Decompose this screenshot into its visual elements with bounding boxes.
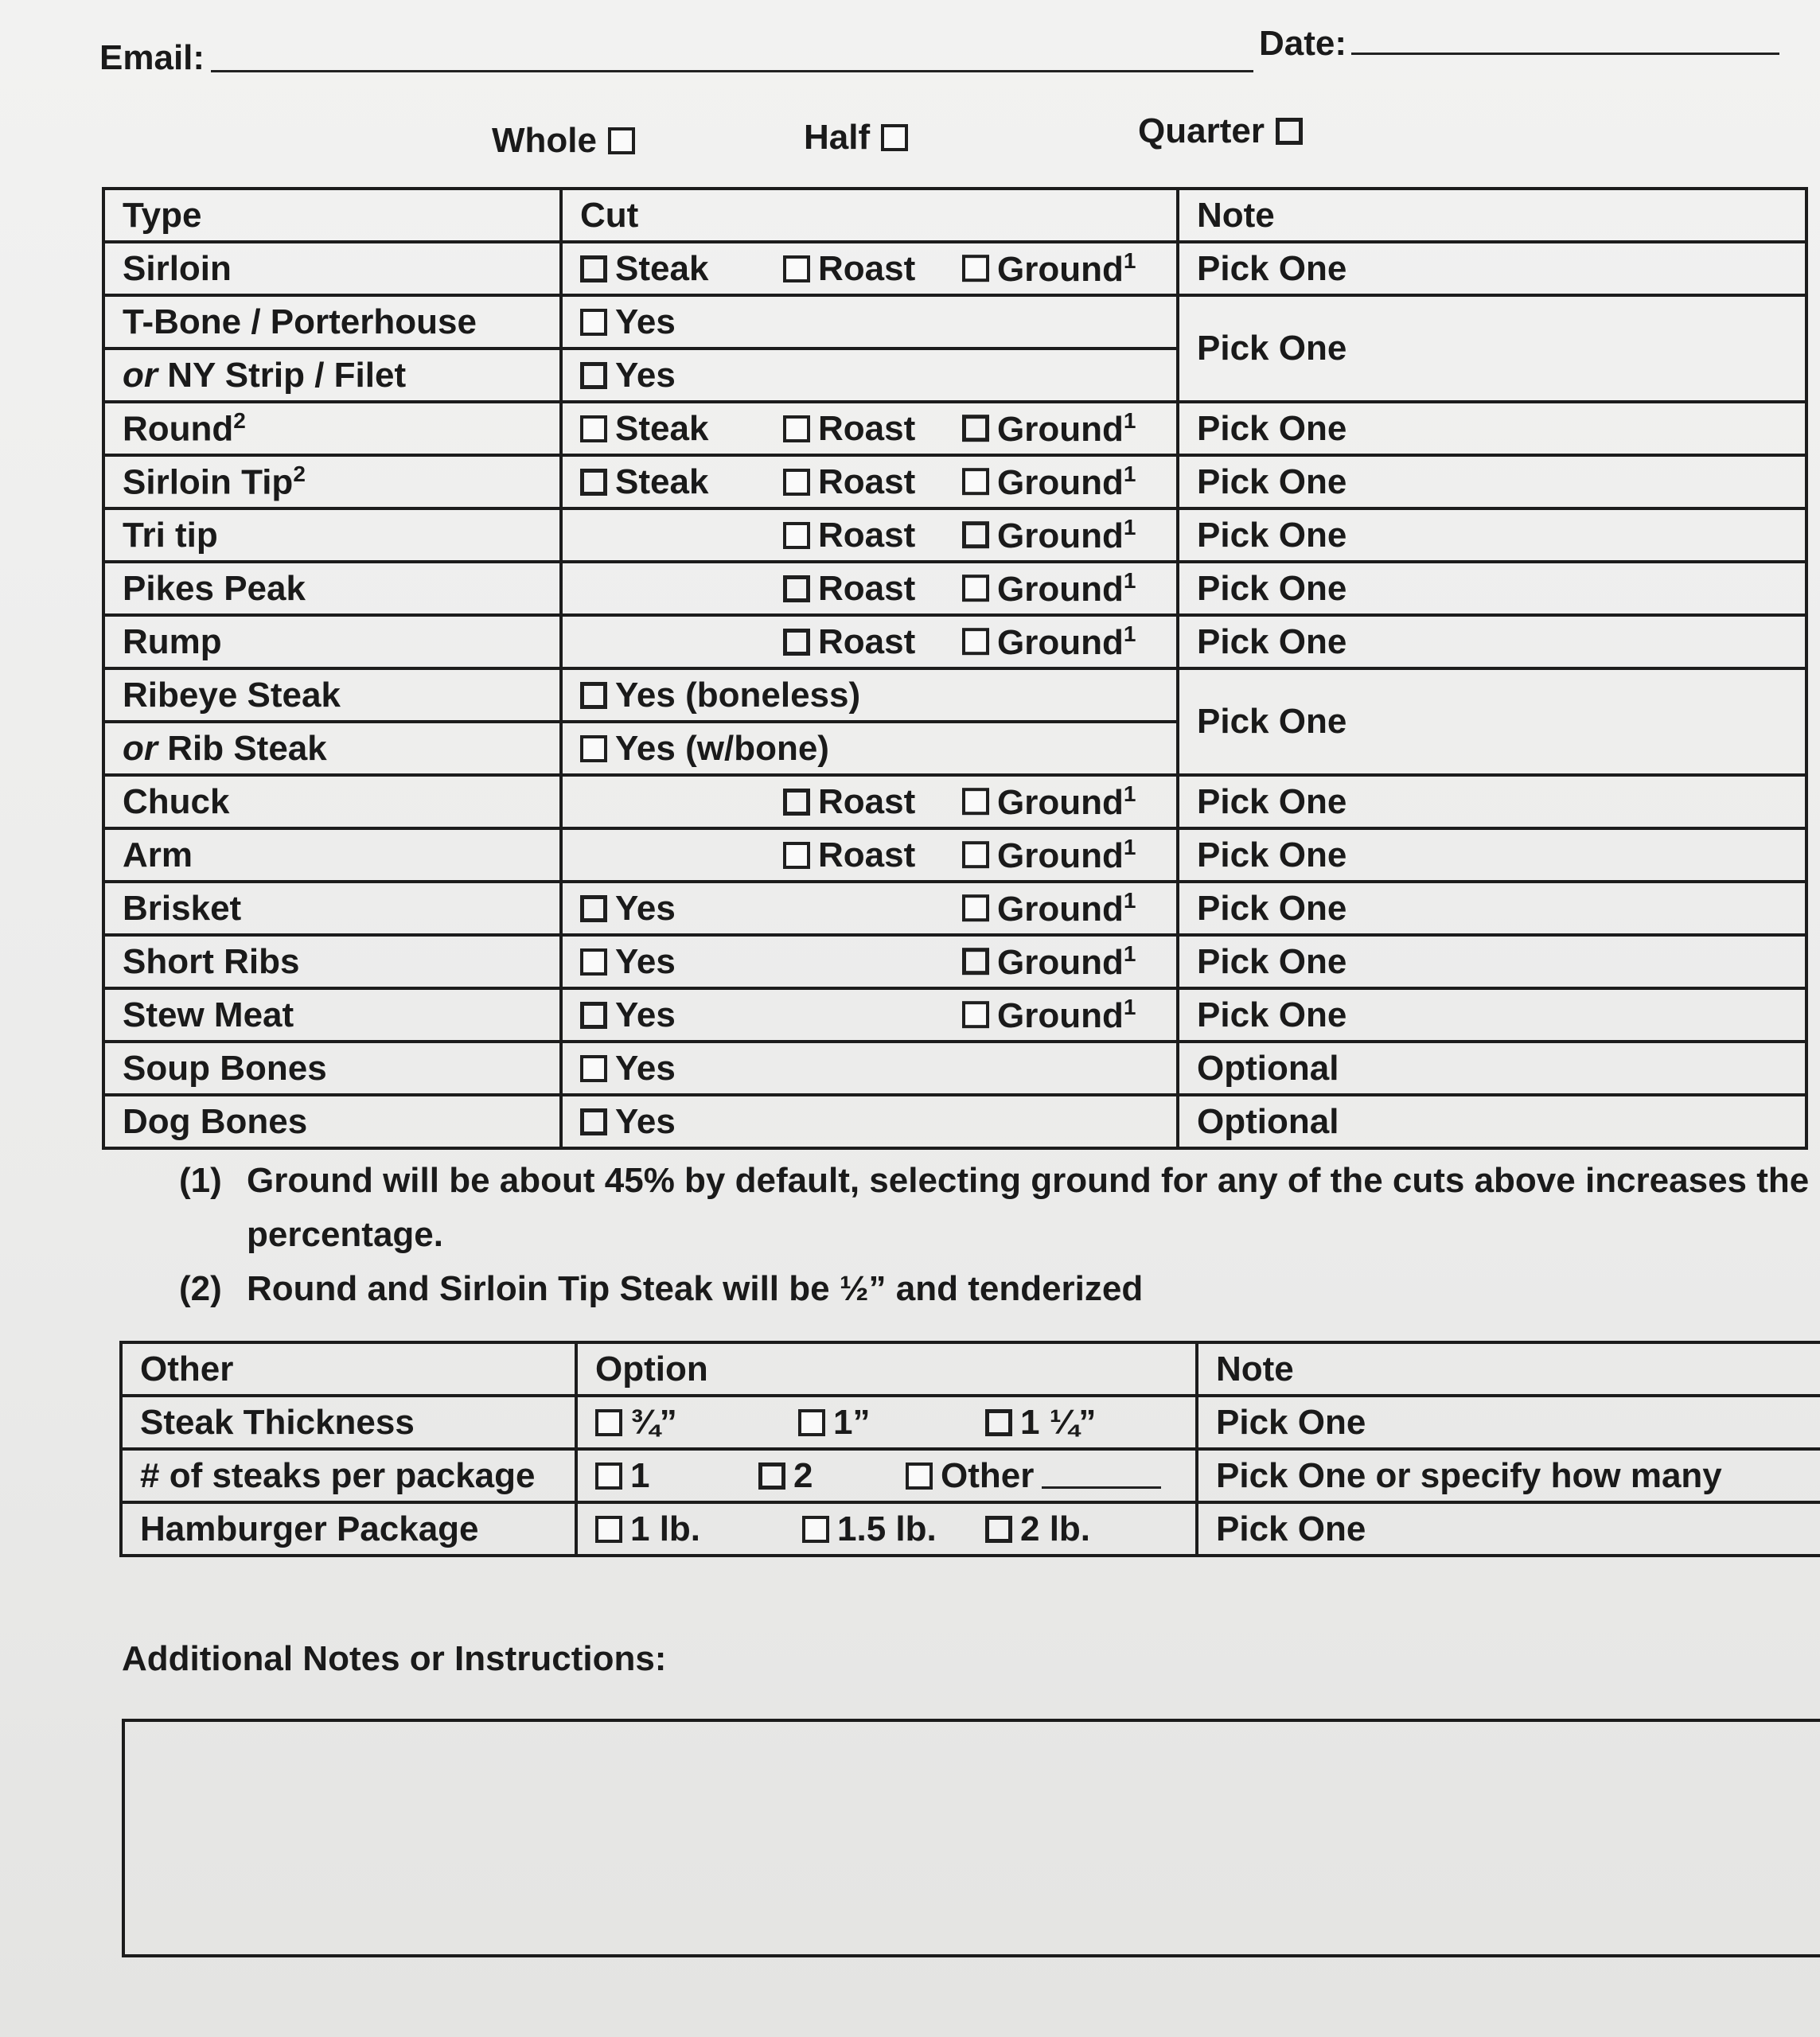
- header-type: Type: [103, 189, 561, 242]
- ground-checkbox[interactable]: [962, 255, 989, 282]
- option-checkbox[interactable]: [758, 1463, 785, 1490]
- ground-option[interactable]: [962, 408, 1136, 450]
- type-label: NY Strip / Filet: [158, 355, 407, 395]
- ground-option[interactable]: [962, 995, 1136, 1036]
- option-label: Ground: [997, 889, 1124, 929]
- hamburger-two-lb-option[interactable]: [985, 1509, 1090, 1549]
- footnote-marker: 1: [1123, 407, 1136, 433]
- note-cell: Pick One or specify how many: [1197, 1449, 1820, 1502]
- cuts-table-header: [103, 189, 1806, 242]
- option-label: Ground: [997, 249, 1124, 289]
- footnote-marker: 2: [233, 407, 246, 433]
- option-checkbox[interactable]: [802, 1516, 829, 1543]
- footnote-marker: 1: [1123, 621, 1136, 646]
- option-label: Yes: [615, 995, 676, 1034]
- yes-checkbox[interactable]: [580, 895, 607, 922]
- footnote-2: [179, 1262, 1810, 1316]
- footnote-number: (1): [179, 1161, 222, 1200]
- footnote-marker: 1: [1123, 834, 1136, 859]
- header-note: Note: [1197, 1342, 1820, 1396]
- table-row: [103, 295, 1806, 349]
- type-cell: Rump: [103, 615, 561, 668]
- email-label: Email:: [99, 38, 205, 77]
- yes-checkbox[interactable]: [580, 735, 607, 762]
- type-cell: Dog Bones: [103, 1095, 561, 1148]
- ground-checkbox[interactable]: [962, 629, 989, 656]
- yes-checkbox[interactable]: [580, 948, 607, 976]
- note-cell: Pick One: [1178, 615, 1806, 668]
- ground-checkbox[interactable]: [962, 1002, 989, 1029]
- steak-checkbox[interactable]: [580, 415, 607, 442]
- roast-checkbox[interactable]: [783, 469, 810, 496]
- roast-checkbox[interactable]: [783, 255, 810, 282]
- option-label: Ground: [997, 782, 1124, 822]
- steak-option[interactable]: [580, 462, 708, 502]
- type-label: Rib Steak: [158, 728, 327, 768]
- type-label: Round: [123, 409, 234, 449]
- option-label: Ground: [997, 622, 1124, 662]
- note-cell: Pick One: [1178, 828, 1806, 882]
- table-row: [103, 668, 1806, 722]
- type-cell: Chuck: [103, 775, 561, 828]
- ground-option[interactable]: [962, 888, 1136, 929]
- note-cell: Pick One: [1178, 402, 1806, 455]
- footnote-1: [179, 1154, 1810, 1262]
- yes-checkbox[interactable]: [580, 1108, 607, 1135]
- ground-option[interactable]: [962, 462, 1136, 503]
- option-checkbox[interactable]: [595, 1516, 622, 1543]
- half-option[interactable]: [804, 118, 908, 158]
- ground-checkbox[interactable]: [962, 895, 989, 922]
- option-label: 1.5 lb.: [837, 1509, 937, 1548]
- footnotes: [179, 1154, 1810, 1316]
- ground-checkbox[interactable]: [962, 469, 989, 496]
- option-checkbox[interactable]: [985, 1409, 1012, 1436]
- header-other: Other: [121, 1342, 576, 1396]
- type-cell: [103, 455, 561, 508]
- table-row: [103, 988, 1806, 1042]
- steak-checkbox[interactable]: [580, 255, 607, 282]
- option-label: Yes: [615, 1048, 676, 1088]
- table-row: [103, 1095, 1806, 1148]
- table-row: [103, 508, 1806, 562]
- option-label: Ground: [997, 995, 1124, 1035]
- additional-notes-label: Additional Notes or Instructions:: [122, 1639, 667, 1678]
- type-label: Sirloin Tip: [123, 462, 294, 502]
- roast-checkbox[interactable]: [783, 789, 810, 816]
- additional-notes-box[interactable]: [122, 1719, 1820, 1957]
- roast-option[interactable]: [783, 249, 915, 289]
- roast-option[interactable]: [783, 516, 915, 555]
- note-cell: Pick One: [1178, 668, 1806, 775]
- hamburger-one-lb-option[interactable]: [595, 1509, 700, 1549]
- type-cell: Sirloin: [103, 242, 561, 295]
- option-label: Steak: [615, 408, 709, 448]
- ground-option[interactable]: [962, 568, 1136, 610]
- note-cell: Pick One: [1178, 882, 1806, 935]
- type-cell: [103, 722, 561, 775]
- option-label: 1 ¼”: [1020, 1402, 1097, 1442]
- type-cell: Pikes Peak: [103, 562, 561, 615]
- quarter-checkbox[interactable]: [1276, 118, 1303, 145]
- option-label: 1”: [833, 1402, 871, 1442]
- yes-option[interactable]: [580, 302, 676, 342]
- option-label: Roast: [818, 568, 916, 608]
- table-row: [103, 882, 1806, 935]
- thickness-one-inch-option[interactable]: [798, 1403, 870, 1443]
- header-note: Note: [1178, 189, 1806, 242]
- table-row: [103, 562, 1806, 615]
- option-label: 2: [793, 1455, 813, 1495]
- roast-checkbox[interactable]: [783, 522, 810, 549]
- note-cell: Pick One: [1178, 935, 1806, 988]
- roast-option[interactable]: [783, 569, 915, 609]
- table-row: [121, 1449, 1820, 1502]
- table-row: [103, 775, 1806, 828]
- yes-with-bone-option[interactable]: [580, 729, 829, 769]
- other-table-header: [121, 1342, 1820, 1396]
- steaks-two-option[interactable]: [758, 1456, 813, 1496]
- option-label: Yes: [615, 355, 676, 395]
- ground-option[interactable]: [962, 941, 1136, 983]
- footnote-text: Round and Sirloin Tip Steak will be ½” and tenderized: [247, 1269, 1144, 1308]
- option-label: Ground: [997, 516, 1124, 555]
- option-label: Ground: [997, 569, 1124, 609]
- option-label: Yes: [615, 302, 676, 341]
- thickness-three-quarter-option[interactable]: [595, 1403, 677, 1443]
- whole-label: Whole: [492, 121, 597, 160]
- footnote-marker: 1: [1123, 941, 1136, 966]
- yes-checkbox[interactable]: [580, 1055, 607, 1082]
- footnote-marker: 1: [1123, 887, 1136, 913]
- option-checkbox[interactable]: [798, 1409, 825, 1436]
- option-label: Roast: [818, 248, 916, 288]
- share-size-options: [0, 111, 1820, 167]
- ground-option[interactable]: [962, 248, 1136, 290]
- option-label: Ground: [997, 409, 1124, 449]
- table-row: [103, 615, 1806, 668]
- option-label: Roast: [818, 462, 916, 501]
- option-checkbox[interactable]: [906, 1463, 933, 1490]
- option-label: Roast: [818, 621, 916, 661]
- roast-checkbox[interactable]: [783, 415, 810, 442]
- header-option: Option: [576, 1342, 1197, 1396]
- option-label: ¾”: [630, 1402, 677, 1442]
- option-label: Steak: [615, 248, 709, 288]
- footnote-marker: 2: [293, 461, 306, 486]
- roast-checkbox[interactable]: [783, 575, 810, 602]
- note-cell: Pick One: [1178, 455, 1806, 508]
- yes-option[interactable]: [580, 889, 676, 929]
- note-cell: Pick One: [1178, 775, 1806, 828]
- half-label: Half: [804, 118, 871, 157]
- option-checkbox[interactable]: [595, 1463, 622, 1490]
- other-label: Steak Thickness: [121, 1396, 576, 1449]
- table-row: [103, 828, 1806, 882]
- table-row: [103, 242, 1806, 295]
- option-label: Yes (boneless): [615, 675, 861, 715]
- footnote-text: Ground will be about 45% by default, selecting ground for any of the cuts above increases the percentage.: [247, 1161, 1810, 1254]
- table-row: [103, 1042, 1806, 1095]
- ground-checkbox[interactable]: [962, 575, 989, 602]
- option-label: Other: [941, 1455, 1035, 1495]
- option-label: Yes: [615, 888, 676, 928]
- roast-option[interactable]: [783, 782, 915, 822]
- date-label: Date:: [1259, 24, 1347, 63]
- ground-option[interactable]: [962, 781, 1136, 823]
- option-label: Steak: [615, 462, 709, 501]
- roast-checkbox[interactable]: [783, 842, 810, 869]
- option-checkbox[interactable]: [595, 1409, 622, 1436]
- option-label: Roast: [818, 781, 916, 821]
- header-cut: Cut: [561, 189, 1178, 242]
- option-label: Ground: [997, 942, 1124, 982]
- ground-checkbox[interactable]: [962, 522, 989, 549]
- yes-boneless-option[interactable]: [580, 676, 860, 715]
- option-label: Roast: [818, 835, 916, 874]
- note-cell: Pick One: [1197, 1396, 1820, 1449]
- note-cell: Pick One: [1178, 508, 1806, 562]
- steak-option[interactable]: [580, 409, 708, 449]
- roast-option[interactable]: [783, 622, 915, 662]
- other-count-field[interactable]: [1042, 1463, 1161, 1489]
- type-cell: Soup Bones: [103, 1042, 561, 1095]
- type-cell: T-Bone / Porterhouse: [103, 295, 561, 349]
- type-cell: [103, 349, 561, 402]
- footnote-marker: 1: [1123, 994, 1136, 1019]
- roast-checkbox[interactable]: [783, 629, 810, 656]
- or-label: or: [123, 728, 158, 768]
- yes-option[interactable]: [580, 1102, 676, 1142]
- table-row: [103, 935, 1806, 988]
- yes-option[interactable]: [580, 356, 676, 395]
- table-row: [121, 1396, 1820, 1449]
- note-cell: Pick One: [1178, 988, 1806, 1042]
- footnote-marker: 1: [1123, 781, 1136, 806]
- table-row: [103, 402, 1806, 455]
- type-cell: Brisket: [103, 882, 561, 935]
- type-cell: Tri tip: [103, 508, 561, 562]
- hamburger-one-half-lb-option[interactable]: [802, 1509, 937, 1549]
- whole-checkbox[interactable]: [608, 127, 635, 154]
- note-cell: Pick One: [1178, 242, 1806, 295]
- roast-option[interactable]: [783, 462, 915, 502]
- ground-option[interactable]: [962, 835, 1136, 876]
- type-cell: Stew Meat: [103, 988, 561, 1042]
- steaks-one-option[interactable]: [595, 1456, 649, 1496]
- option-label: Ground: [997, 462, 1124, 502]
- note-cell: Pick One: [1178, 295, 1806, 402]
- option-label: Roast: [818, 515, 916, 555]
- note-cell: Pick One: [1197, 1502, 1820, 1556]
- email-field[interactable]: [211, 70, 1253, 72]
- yes-checkbox[interactable]: [580, 309, 607, 336]
- type-cell: Ribeye Steak: [103, 668, 561, 722]
- footnote-number: (2): [179, 1269, 222, 1308]
- option-label: 1: [630, 1455, 650, 1495]
- or-label: or: [123, 355, 158, 395]
- ground-option[interactable]: [962, 621, 1136, 663]
- note-cell: Optional: [1178, 1095, 1806, 1148]
- type-cell: Arm: [103, 828, 561, 882]
- quarter-option[interactable]: [1138, 111, 1303, 151]
- option-label: Yes: [615, 941, 676, 981]
- ground-checkbox[interactable]: [962, 842, 989, 869]
- yes-checkbox[interactable]: [580, 682, 607, 709]
- table-row: [103, 455, 1806, 508]
- yes-checkbox[interactable]: [580, 362, 607, 389]
- footnote-marker: 1: [1123, 461, 1136, 486]
- other-options-table: [119, 1341, 1820, 1557]
- yes-option[interactable]: [580, 1049, 676, 1089]
- type-cell: [103, 402, 561, 455]
- ground-option[interactable]: [962, 515, 1136, 556]
- table-row: [121, 1502, 1820, 1556]
- option-label: 2 lb.: [1020, 1509, 1091, 1548]
- cuts-table: [102, 187, 1808, 1150]
- footnote-marker: 1: [1123, 567, 1136, 593]
- option-checkbox[interactable]: [985, 1516, 1012, 1543]
- note-cell: Pick One: [1178, 562, 1806, 615]
- steak-checkbox[interactable]: [580, 469, 607, 496]
- date-field[interactable]: [1351, 53, 1779, 55]
- ground-checkbox[interactable]: [962, 948, 989, 976]
- other-label: Hamburger Package: [121, 1502, 576, 1556]
- quarter-label: Quarter: [1138, 111, 1265, 150]
- ground-checkbox[interactable]: [962, 789, 989, 816]
- option-label: 1 lb.: [630, 1509, 701, 1548]
- whole-option[interactable]: [492, 121, 635, 161]
- ground-checkbox[interactable]: [962, 415, 989, 442]
- half-checkbox[interactable]: [881, 124, 908, 151]
- roast-option[interactable]: [783, 835, 915, 875]
- yes-checkbox[interactable]: [580, 1002, 607, 1029]
- steak-option[interactable]: [580, 249, 708, 289]
- other-label: # of steaks per package: [121, 1449, 576, 1502]
- type-cell: Short Ribs: [103, 935, 561, 988]
- note-cell: Optional: [1178, 1042, 1806, 1095]
- yes-option[interactable]: [580, 942, 676, 982]
- steaks-other-option[interactable]: [906, 1456, 1161, 1496]
- footnote-marker: 1: [1123, 247, 1136, 273]
- thickness-one-quarter-option[interactable]: [985, 1403, 1096, 1443]
- option-label: Roast: [818, 408, 916, 448]
- roast-option[interactable]: [783, 409, 915, 449]
- yes-option[interactable]: [580, 995, 676, 1035]
- option-label: Yes (w/bone): [615, 728, 829, 768]
- option-label: Yes: [615, 1101, 676, 1141]
- footnote-marker: 1: [1123, 514, 1136, 539]
- option-label: Ground: [997, 835, 1124, 875]
